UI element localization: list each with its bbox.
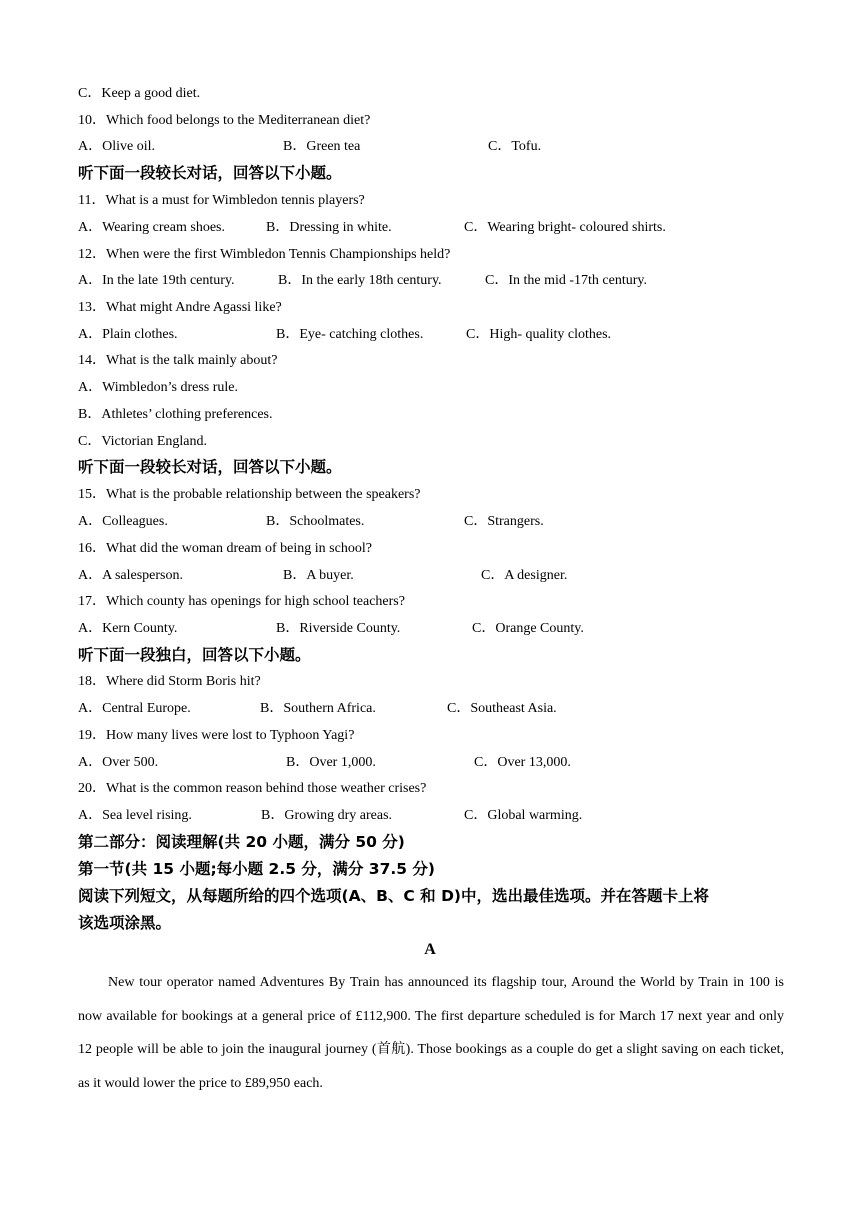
q10-option-a: A．Olive oil.	[78, 139, 155, 154]
passage-a-paragraph: New tour operator named Adventures By Train has announced its flagship tour, Around the World by Train in 100 is now available for bookings at a general price of £112,900. The first departure scheduled is for March 17 next year and only 12 people will be able to join the inaugural journey (首航). Those bookings as a couple do get a slight saving on each ticket, as it would lower the price to £89,950 each.	[78, 975, 784, 1091]
q20-option-a: A．Sea level rising.	[78, 808, 192, 823]
reading-instructions-line2: 该选项涂黑。	[78, 914, 172, 932]
q15-stem: 15．What is the probable relationship between the speakers?	[78, 487, 421, 502]
q18-option-c: C．Southeast Asia.	[447, 701, 557, 716]
section-heading-monologue: 听下面一段独白，回答以下小题。	[78, 646, 311, 664]
q16-option-b: B．A buyer.	[283, 568, 354, 583]
q12-option-c: C．In the mid -17th century.	[485, 273, 648, 288]
passage-label: A	[424, 941, 436, 958]
q16-option-a: A．A salesperson.	[78, 568, 183, 583]
q15-option-b: B．Schoolmates.	[266, 514, 365, 529]
q12-option-b: B．In the early 18th century.	[278, 273, 442, 288]
q17-stem: 17．Which county has openings for high school teachers?	[78, 594, 405, 609]
q15-option-a: A．Colleagues.	[78, 514, 168, 529]
section-heading-long-dialogue-2: 听下面一段较长对话，回答以下小题。	[78, 458, 342, 476]
q19-option-a: A．Over 500.	[78, 755, 159, 770]
q13-stem: 13．What might Andre Agassi like?	[78, 300, 282, 315]
section-heading-long-dialogue-1: 听下面一段较长对话，回答以下小题。	[78, 164, 342, 182]
q12-option-a: A．In the late 19th century.	[78, 273, 235, 288]
q17-option-a: A．Kern County.	[78, 621, 178, 636]
q14-option-a: A．Wimbledon’s dress rule.	[78, 380, 239, 395]
q11-option-c: C．Wearing bright- coloured shirts.	[464, 220, 666, 235]
reading-instructions-line1: 阅读下列短文，从每题所给的四个选项(A、B、C 和 D)中，选出最佳选项。并在答题卡上将	[78, 887, 710, 905]
q16-stem: 16．What did the woman dream of being in school?	[78, 541, 372, 556]
q19-stem: 19．How many lives were lost to Typhoon Yagi?	[78, 728, 355, 743]
q18-option-b: B．Southern Africa.	[260, 701, 376, 716]
q11-stem: 11．What is a must for Wimbledon tennis players?	[78, 193, 365, 208]
q17-option-c: C．Orange County.	[472, 621, 584, 636]
q13-option-b: B．Eye- catching clothes.	[276, 327, 424, 342]
q20-option-c: C．Global warming.	[464, 808, 583, 823]
q14-option-b: B．Athletes’ clothing preferences.	[78, 407, 273, 422]
q13-option-a: A．Plain clothes.	[78, 327, 178, 342]
q13-option-c: C．High- quality clothes.	[466, 327, 612, 342]
q11-option-b: B．Dressing in white.	[266, 220, 392, 235]
q11-option-a: A．Wearing cream shoes.	[78, 220, 225, 235]
q17-option-b: B．Riverside County.	[276, 621, 401, 636]
q9-option-c: C．Keep a good diet.	[78, 86, 201, 101]
q18-stem: 18．Where did Storm Boris hit?	[78, 674, 261, 689]
q10-option-c: C．Tofu.	[488, 139, 542, 154]
q10-stem: 10．Which food belongs to the Mediterranean diet?	[78, 113, 371, 128]
q14-option-c: C．Victorian England.	[78, 434, 208, 449]
q20-option-b: B．Growing dry areas.	[261, 808, 393, 823]
q19-option-c: C．Over 13,000.	[474, 755, 571, 770]
q16-option-c: C．A designer.	[481, 568, 568, 583]
section1-title: 第一节(共 15 小题;每小题 2.5 分，满分 37.5 分)	[78, 860, 436, 878]
q12-stem: 12．When were the first Wimbledon Tennis Championships held?	[78, 247, 451, 262]
q20-stem: 20．What is the common reason behind those weather crises?	[78, 781, 427, 796]
q10-option-b: B．Green tea	[283, 139, 361, 154]
q14-stem: 14．What is the talk mainly about?	[78, 353, 278, 368]
q18-option-a: A．Central Europe.	[78, 701, 191, 716]
q19-option-b: B．Over 1,000.	[286, 755, 376, 770]
q15-option-c: C．Strangers.	[464, 514, 544, 529]
part2-title: 第二部分：阅读理解(共 20 小题，满分 50 分)	[78, 833, 405, 851]
